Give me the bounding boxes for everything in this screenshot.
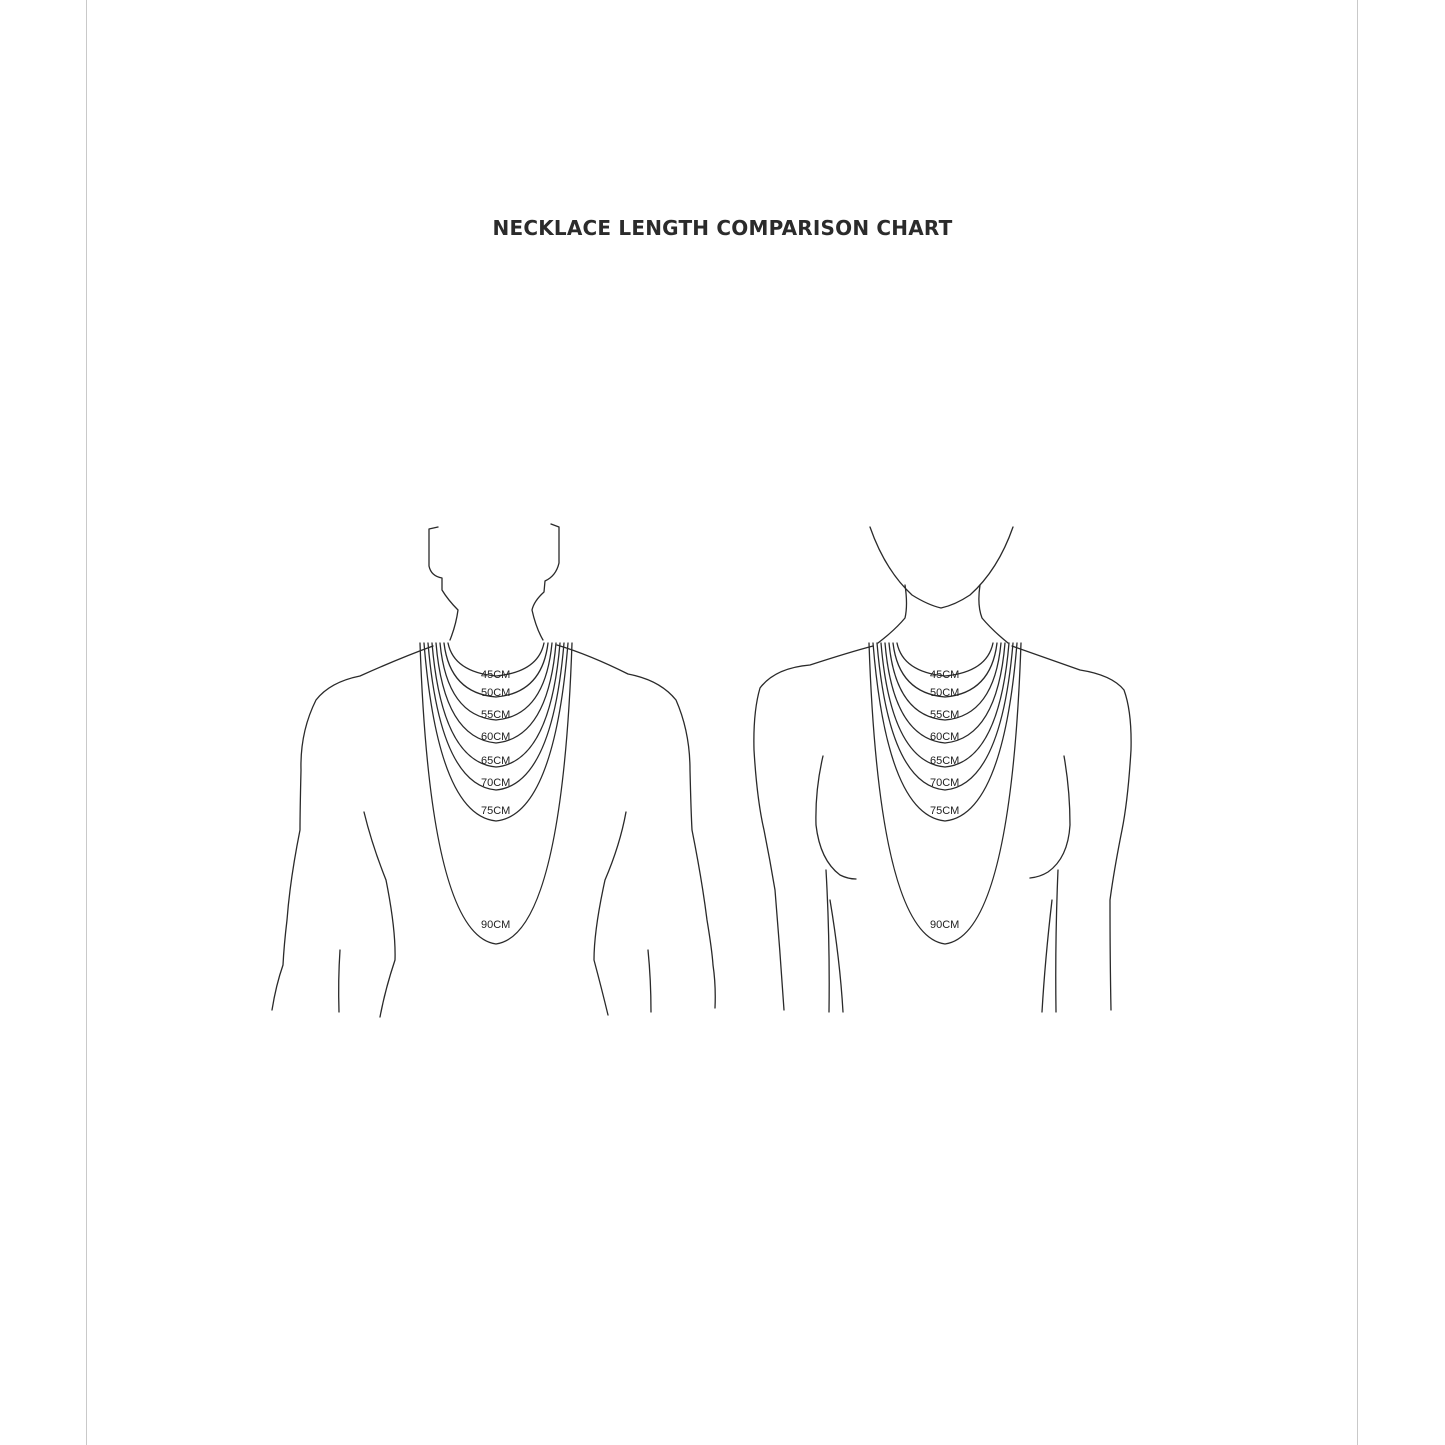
female-label-90: 90CM: [930, 919, 960, 931]
chart-title: NECKLACE LENGTH COMPARISON CHART: [492, 216, 953, 240]
male-left-shoulder: [272, 646, 433, 1010]
female-right-shoulder: [1012, 646, 1131, 1010]
male-right-torso: [594, 812, 626, 1015]
female-left-bust: [816, 756, 856, 879]
male-label-55: 55CM: [481, 709, 511, 721]
male-label-45: 45CM: [481, 669, 511, 681]
male-label-50: 50CM: [481, 687, 511, 699]
female-label-45: 45CM: [930, 669, 960, 681]
female-label-60: 60CM: [930, 731, 960, 743]
male-right-arm-inner: [648, 950, 651, 1012]
male-label-60: 60CM: [481, 731, 511, 743]
female-label-75: 75CM: [930, 805, 960, 817]
female-chain-65: [881, 643, 1009, 767]
male-neck-right: [532, 524, 559, 640]
female-left-arm-inner: [830, 900, 843, 1012]
female-right-bust: [1030, 756, 1070, 878]
male-label-90: 90CM: [481, 919, 511, 931]
female-figure: [754, 527, 1131, 1012]
female-left-shoulder: [754, 646, 873, 1010]
female-left-torso: [826, 870, 829, 1012]
male-left-arm-inner: [339, 950, 340, 1012]
male-chain-65: [432, 643, 560, 767]
female-neck-left: [878, 585, 907, 643]
male-neck-left: [429, 527, 458, 640]
female-right-torso: [1056, 870, 1058, 1012]
female-label-65: 65CM: [930, 755, 960, 767]
male-label-65: 65CM: [481, 755, 511, 767]
female-label-70: 70CM: [930, 777, 960, 789]
male-label-70: 70CM: [481, 777, 511, 789]
female-right-arm-inner: [1042, 900, 1052, 1012]
male-figure: [272, 524, 715, 1017]
male-label-75: 75CM: [481, 805, 511, 817]
female-neck-right: [979, 585, 1008, 643]
female-label-55: 55CM: [930, 709, 960, 721]
male-left-torso: [364, 812, 395, 1017]
female-chin: [870, 527, 1013, 608]
female-label-50: 50CM: [930, 687, 960, 699]
male-right-shoulder: [557, 645, 715, 1008]
